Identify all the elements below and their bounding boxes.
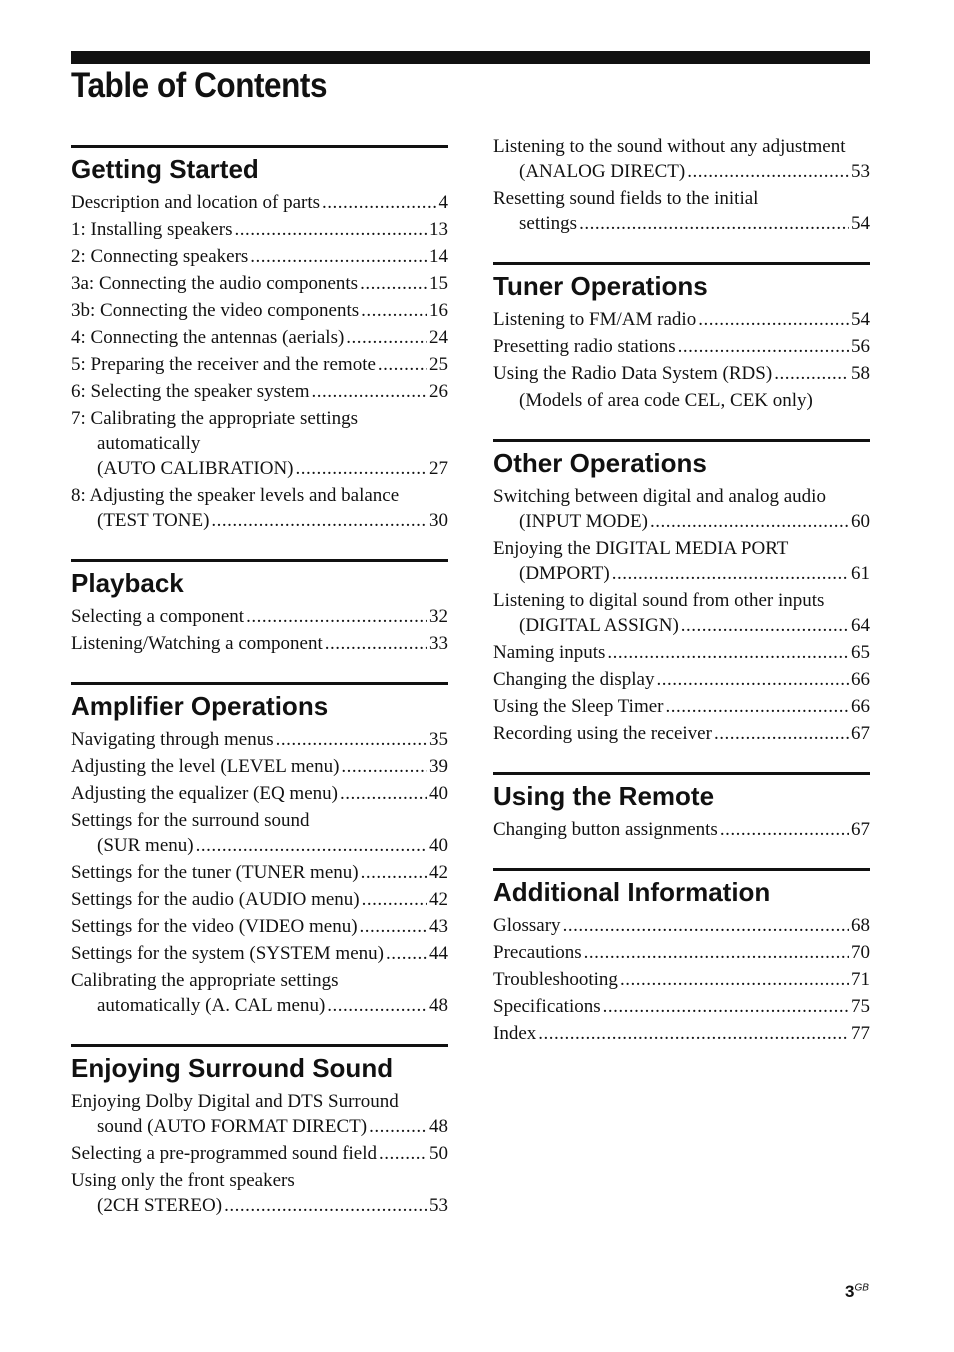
toc-entry-line (71, 508, 448, 533)
dot-leader (341, 754, 427, 779)
dot-leader (714, 721, 849, 746)
section-heading: Getting Started (71, 154, 259, 184)
toc-entry-line (71, 754, 448, 779)
toc-entry[interactable] (493, 694, 870, 719)
toc-entry-line (493, 994, 870, 1019)
dot-leader (250, 244, 427, 269)
toc-section-playback (71, 559, 448, 656)
toc-entry[interactable] (493, 721, 870, 746)
toc-entry[interactable] (493, 134, 870, 184)
toc-entry-line (493, 613, 870, 638)
toc-entry[interactable] (493, 994, 870, 1019)
toc-entry-line (71, 379, 448, 404)
toc-entry[interactable] (71, 781, 448, 806)
dot-leader (369, 1114, 427, 1139)
toc-page-number: 43 (429, 916, 448, 937)
toc-entry-line (71, 860, 448, 885)
toc-entry[interactable] (71, 406, 448, 481)
section-heading: Playback (71, 568, 184, 598)
toc-entry-text: Description and location of parts (71, 192, 321, 213)
dot-leader (224, 1193, 427, 1218)
toc-page-number: 68 (851, 915, 870, 936)
toc-entry[interactable] (493, 640, 870, 665)
toc-entry-line (71, 456, 448, 481)
toc-entry[interactable] (71, 808, 448, 858)
toc-entry-list (71, 604, 448, 656)
toc-entry-list (71, 190, 448, 533)
toc-entry-text: Adjusting the equalizer (EQ menu) (71, 783, 338, 804)
dot-leader (379, 1141, 427, 1166)
toc-entry-line (493, 561, 870, 586)
toc-entry-list (493, 817, 870, 842)
toc-entry-text: Presetting radio stations (493, 336, 676, 357)
toc-page-number: 71 (851, 969, 870, 990)
toc-entry-text: (DIGITAL ASSIGN) (519, 615, 679, 636)
toc-page-number: 33 (429, 633, 448, 654)
toc-page-number: 25 (429, 354, 448, 375)
toc-page-number: 54 (851, 213, 870, 234)
section-heading: Amplifier Operations (71, 691, 329, 721)
toc-page-number: 53 (851, 161, 870, 182)
toc-entry[interactable] (71, 298, 448, 323)
toc-entry-text: Switching between digital and analog audio (493, 486, 826, 507)
dot-leader (656, 667, 849, 692)
toc-page-number: 56 (851, 336, 870, 357)
toc-entry[interactable] (71, 190, 448, 215)
toc-entry-line (493, 721, 870, 746)
toc-entry[interactable] (71, 244, 448, 269)
toc-entry-text: Listening/Watching a component (71, 633, 323, 654)
toc-entry[interactable] (493, 967, 870, 992)
toc-entry-text: 7: Calibrating the appropriate settings (71, 408, 359, 429)
toc-section-enjoying-surround-sound (71, 1044, 448, 1218)
dot-leader (620, 967, 849, 992)
toc-entry[interactable] (493, 667, 870, 692)
toc-entry[interactable] (71, 631, 448, 656)
toc-entry-line (71, 244, 448, 269)
toc-page-number: 66 (851, 696, 870, 717)
toc-entry-line (71, 941, 448, 966)
dot-leader (196, 833, 427, 858)
toc-entry-list (493, 134, 870, 236)
toc-entry[interactable] (71, 325, 448, 350)
toc-entry[interactable] (493, 307, 870, 332)
toc-section-using-the-remote (493, 772, 870, 842)
toc-entry-line (493, 211, 870, 236)
toc-entry-line (493, 640, 870, 665)
dot-leader (607, 640, 849, 665)
toc-entry-line (71, 1141, 448, 1166)
toc-entry-line (71, 352, 448, 377)
page-number-value: 3 (845, 1282, 855, 1301)
toc-entry[interactable] (493, 484, 870, 534)
toc-page-number: 30 (429, 510, 448, 531)
toc-page-number: 27 (429, 458, 448, 479)
toc-entry-text: Glossary (493, 915, 561, 936)
toc-entry-line (493, 817, 870, 842)
dot-leader (322, 190, 436, 215)
toc-entry[interactable] (493, 1021, 870, 1046)
dot-leader (340, 781, 427, 806)
dot-leader (720, 817, 849, 842)
toc-entry[interactable] (71, 379, 448, 404)
toc-entry-line (71, 271, 448, 296)
dot-leader (312, 379, 428, 404)
toc-entry-text: 3a: Connecting the audio components (71, 273, 359, 294)
dot-leader (361, 298, 427, 323)
dot-leader (211, 508, 427, 533)
toc-page-number: 14 (429, 246, 448, 267)
toc-entry[interactable] (493, 186, 870, 236)
dot-leader (360, 271, 427, 296)
toc-page-number: 50 (429, 1143, 448, 1164)
toc-entry[interactable] (71, 217, 448, 242)
toc-entry-text: 5: Preparing the receiver and the remote (71, 354, 376, 375)
toc-entry-line (71, 727, 448, 752)
toc-entry-line (71, 325, 448, 350)
toc-entry[interactable] (493, 588, 870, 638)
toc-entry-text: Selecting a component (71, 606, 245, 627)
dot-leader (386, 941, 427, 966)
dot-leader (579, 211, 849, 236)
dot-leader (678, 334, 849, 359)
toc-entry-list (493, 484, 870, 746)
toc-entry[interactable] (493, 940, 870, 965)
section-heading: Using the Remote (493, 781, 715, 811)
toc-entry-list (493, 307, 870, 413)
toc-entry[interactable] (493, 913, 870, 938)
toc-entry-text: Recording using the receiver (493, 723, 712, 744)
toc-entry-line (71, 1193, 448, 1218)
toc-entry-line (493, 667, 870, 692)
dot-leader (276, 727, 427, 752)
toc-entry[interactable] (71, 271, 448, 296)
toc-page-number: 48 (429, 995, 448, 1016)
toc-entry[interactable] (71, 860, 448, 885)
toc-entry-text: (AUTO CALIBRATION) (97, 458, 294, 479)
toc-page-number: 53 (429, 1195, 448, 1216)
dot-leader (563, 913, 849, 938)
section-heading: Tuner Operations (493, 271, 708, 301)
toc-page-number: 65 (851, 642, 870, 663)
toc-page-number: 77 (851, 1023, 870, 1044)
toc-entry-text: Listening to digital sound from other inputs (493, 590, 825, 611)
dot-leader (698, 307, 849, 332)
toc-entry-line (71, 604, 448, 629)
toc-page-number: 75 (851, 996, 870, 1017)
toc-entry-text: (ANALOG DIRECT) (519, 161, 686, 182)
toc-page-number: 40 (429, 783, 448, 804)
toc-entry[interactable] (71, 941, 448, 966)
toc-entry[interactable] (493, 361, 870, 386)
toc-page-number: 61 (851, 563, 870, 584)
toc-entry-text: 1: Installing speakers (71, 219, 233, 240)
toc-entry-text: Settings for the surround sound (71, 810, 310, 831)
toc-entry[interactable] (493, 536, 870, 586)
toc-section-tuner-operations (493, 262, 870, 413)
dot-leader (327, 993, 427, 1018)
toc-entry-list (71, 727, 448, 1018)
toc-entry-text: Changing the display (493, 669, 655, 690)
dot-leader (681, 613, 849, 638)
toc-entry[interactable] (493, 817, 870, 842)
toc-entry-text: (INPUT MODE) (519, 511, 648, 532)
toc-page-number: 42 (429, 889, 448, 910)
toc-entry[interactable] (71, 1141, 448, 1166)
toc-entry-text: Precautions (493, 942, 582, 963)
toc-page-number: 54 (851, 309, 870, 330)
toc-entry-text: Troubleshooting (493, 969, 618, 990)
toc-entry-line (493, 1021, 870, 1046)
toc-page-number: 66 (851, 669, 870, 690)
toc-entry[interactable] (493, 334, 870, 359)
dot-leader (687, 159, 849, 184)
dot-leader (360, 914, 427, 939)
toc-entry-text: Navigating through menus (71, 729, 274, 750)
dot-leader (584, 940, 849, 965)
toc-entry-text: Enjoying Dolby Digital and DTS Surround (71, 1091, 399, 1112)
toc-entry-text: Listening to FM/AM radio (493, 309, 697, 330)
toc-entry-line (71, 781, 448, 806)
toc-entry[interactable] (71, 887, 448, 912)
toc-section-other-operations (493, 439, 870, 746)
toc-entry-list (493, 913, 870, 1046)
dot-leader (774, 361, 849, 386)
dot-leader (650, 509, 849, 534)
toc-page-number: 4 (438, 192, 448, 213)
toc-section-continued (493, 134, 870, 236)
toc-entry[interactable] (71, 483, 448, 533)
toc-entry[interactable] (71, 604, 448, 629)
toc-page-number: 24 (429, 327, 448, 348)
toc-entry-text: (SUR menu) (97, 835, 194, 856)
toc-entry-line (493, 694, 870, 719)
toc-entry-text: Enjoying the DIGITAL MEDIA PORT (493, 538, 789, 559)
toc-entry-line (71, 631, 448, 656)
toc-entry[interactable] (71, 727, 448, 752)
toc-entry-text: Changing button assignments (493, 819, 718, 840)
right-column (493, 134, 870, 1072)
toc-entry-text: 6: Selecting the speaker system (71, 381, 310, 402)
toc-entry-line (71, 1114, 448, 1139)
toc-entry[interactable] (71, 1089, 448, 1139)
toc-page-number: 32 (429, 606, 448, 627)
dot-leader (325, 631, 427, 656)
toc-page-number: 39 (429, 756, 448, 777)
section-heading: Additional Information (493, 877, 771, 907)
toc-entry-text: Settings for the tuner (TUNER menu) (71, 862, 359, 883)
toc-entry-line (71, 993, 448, 1018)
toc-page-number: 67 (851, 723, 870, 744)
dot-leader (362, 887, 427, 912)
dot-leader (612, 561, 849, 586)
toc-entry-text: (TEST TONE) (97, 510, 210, 531)
toc-entry-line (71, 190, 448, 215)
toc-entry-line (493, 361, 870, 386)
toc-entry-line (493, 967, 870, 992)
toc-entry-text: Specifications (493, 996, 601, 1017)
dot-leader (665, 694, 849, 719)
toc-entry[interactable] (71, 1168, 448, 1218)
toc-entry-text: Using the Sleep Timer (493, 696, 664, 717)
toc-page-number: 67 (851, 819, 870, 840)
toc-entry-text: 3b: Connecting the video components (71, 300, 360, 321)
toc-entry-list (71, 1089, 448, 1218)
dot-leader (234, 217, 427, 242)
toc-entry-line (493, 159, 870, 184)
toc-entry[interactable] (71, 914, 448, 939)
toc-entry-text: Using the Radio Data System (RDS) (493, 363, 773, 384)
toc-entry-line (71, 887, 448, 912)
toc-entry-text: settings (519, 213, 578, 234)
toc-page-number: 42 (429, 862, 448, 883)
toc-entry-text: Settings for the system (SYSTEM menu) (71, 943, 384, 964)
toc-page-number: 15 (429, 273, 448, 294)
dot-leader (346, 325, 427, 350)
toc-page-number: 40 (429, 835, 448, 856)
dot-leader (246, 604, 427, 629)
page-title: Table of Contents (71, 66, 328, 105)
toc-entry[interactable] (493, 388, 870, 413)
toc-entry-text: 2: Connecting speakers (71, 246, 249, 267)
toc-entry-text: Naming inputs (493, 642, 606, 663)
toc-entry[interactable] (71, 754, 448, 779)
toc-entry-line (71, 217, 448, 242)
dot-leader (603, 994, 849, 1019)
toc-section-amplifier-operations (71, 682, 448, 1018)
toc-page-number: 13 (429, 219, 448, 240)
dot-leader (296, 456, 428, 481)
toc-page-number: 26 (429, 381, 448, 402)
toc-entry-line (493, 307, 870, 332)
title-rule (71, 51, 870, 64)
page-number (845, 1282, 869, 1302)
toc-section-additional-information (493, 868, 870, 1046)
toc-entry-text: 8: Adjusting the speaker levels and balance (71, 485, 400, 506)
toc-entry-text: Selecting a pre-programmed sound field (71, 1143, 378, 1164)
toc-entry-text: Using only the front speakers (71, 1170, 295, 1191)
toc-entry[interactable] (71, 352, 448, 377)
toc-page-number: 35 (429, 729, 448, 750)
section-heading: Other Operations (493, 448, 707, 478)
toc-page-number: 58 (851, 363, 870, 384)
toc-entry-line (493, 913, 870, 938)
toc-page-number: 48 (429, 1116, 448, 1137)
toc-entry[interactable] (71, 968, 448, 1018)
toc-entry-text: (2CH STEREO) (97, 1195, 223, 1216)
toc-entry-line (493, 334, 870, 359)
toc-entry-text: Calibrating the appropriate settings (71, 970, 339, 991)
toc-entry-text: 4: Connecting the antennas (aerials) (71, 327, 345, 348)
toc-entry-text: Index (493, 1023, 537, 1044)
toc-entry-text: Settings for the video (VIDEO menu) (71, 916, 358, 937)
toc-entry-line (493, 940, 870, 965)
toc-entry-line (71, 833, 448, 858)
toc-entry-text: (Models of area code CEL, CEK only) (519, 390, 813, 411)
toc-page-number: 16 (429, 300, 448, 321)
toc-page-number: 64 (851, 615, 870, 636)
toc-entry-line (493, 509, 870, 534)
toc-entry-text: Resetting sound fields to the initial (493, 188, 759, 209)
dot-leader (378, 352, 427, 377)
left-column (71, 145, 448, 1244)
dot-leader (361, 860, 427, 885)
toc-entry-text: automatically (A. CAL menu) (97, 995, 326, 1016)
toc-page-number: 60 (851, 511, 870, 532)
toc-entry-text: Settings for the audio (AUDIO menu) (71, 889, 360, 910)
toc-entry-text: Listening to the sound without any adjustment (493, 136, 846, 157)
dot-leader (538, 1021, 849, 1046)
toc-entry-text: automatically (97, 433, 201, 454)
page-number-suffix: GB (854, 1282, 869, 1294)
toc-entry-text: sound (AUTO FORMAT DIRECT) (97, 1116, 368, 1137)
toc-entry-text: Adjusting the level (LEVEL menu) (71, 756, 340, 777)
toc-page-number: 44 (429, 943, 448, 964)
toc-entry-text: (DMPORT) (519, 563, 610, 584)
toc-page-number: 70 (851, 942, 870, 963)
toc-entry-line (71, 298, 448, 323)
section-heading: Enjoying Surround Sound (71, 1053, 394, 1083)
toc-entry-line (71, 914, 448, 939)
toc-section-getting-started (71, 145, 448, 533)
